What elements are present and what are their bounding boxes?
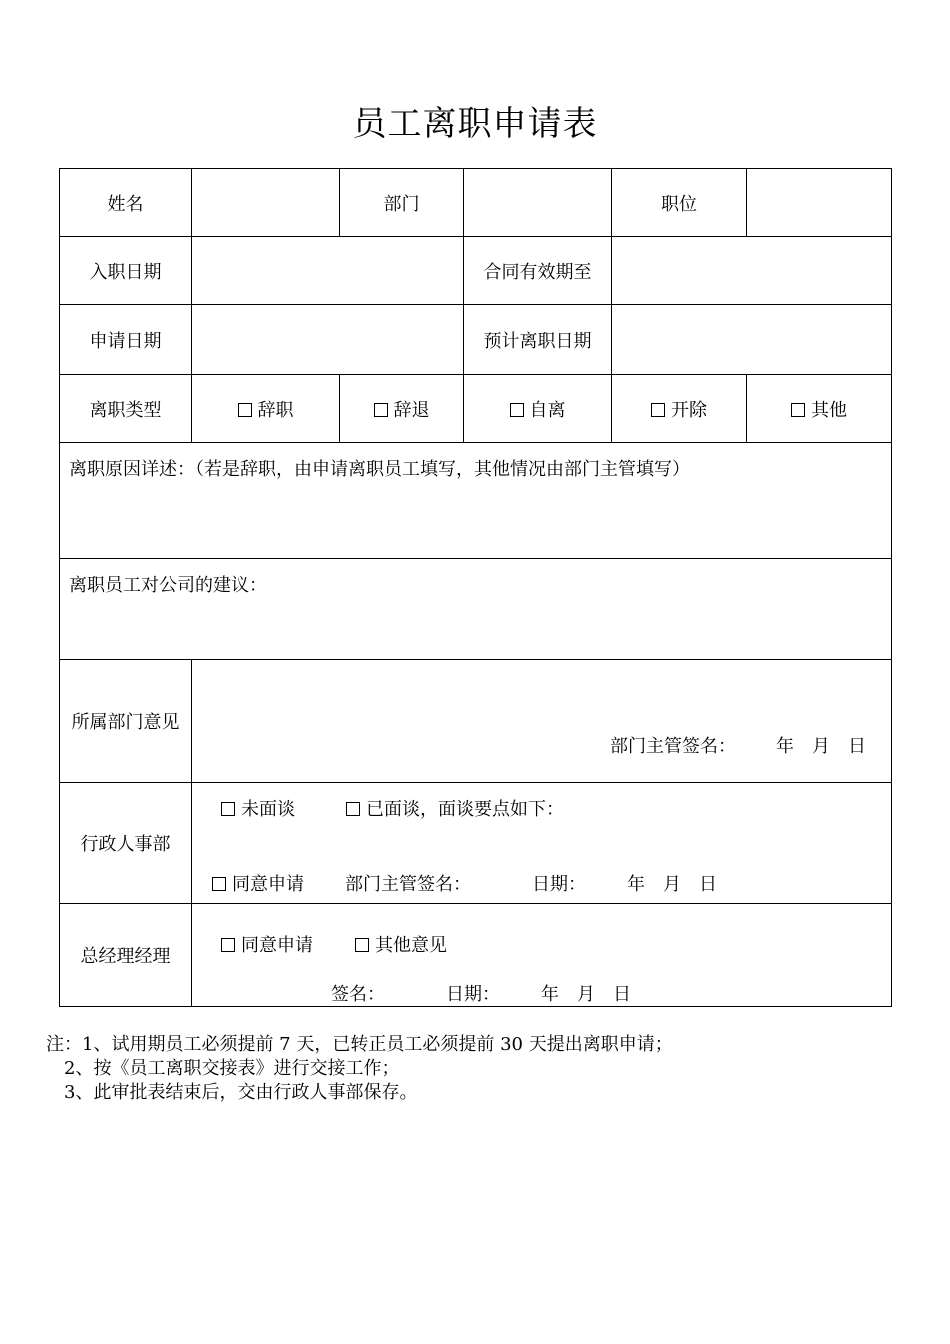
row-hire-date [60,237,892,305]
expected-leave-date-label: 预计离职日期 [464,305,612,375]
note-3: 3、此审批表结束后，交由行政人事部保存。 [64,1082,418,1103]
dept-opinion-field[interactable] [192,660,892,783]
notes [46,1033,673,1105]
checkbox-icon[interactable] [221,802,235,816]
apply-date-label: 申请日期 [60,305,192,375]
hr-not-interviewed-label: 未面谈 [241,799,295,820]
hr-agree-label: 同意申请 [232,874,304,895]
hr-not-interviewed-option[interactable] [221,795,295,821]
option-resign[interactable] [192,375,340,443]
row-reason [60,443,892,559]
checkbox-icon[interactable] [346,802,360,816]
name-label: 姓名 [60,169,192,237]
checkbox-icon[interactable] [221,938,235,952]
hr-interviewed-option[interactable] [346,795,564,821]
option-dismiss[interactable] [340,375,464,443]
option-expel[interactable] [612,375,747,443]
name-field[interactable] [192,169,340,237]
hr-date: 年 月 日 [627,874,717,895]
gm-date-label: 日期： [446,984,500,1005]
hr-sign-label: 部门主管签名： [345,874,471,895]
row-hr [60,783,892,904]
gm-other-option[interactable] [355,931,447,957]
checkbox-icon[interactable] [374,403,388,417]
gm-date: 年 月 日 [541,984,631,1005]
hr-field [192,783,892,904]
gm-other-label: 其他意见 [375,935,447,956]
row-dept-opinion [60,660,892,783]
checkbox-icon[interactable] [510,403,524,417]
row-general-manager [60,904,892,1007]
hire-date-field[interactable] [192,237,464,305]
dept-opinion-date: 年 月 日 [776,736,866,757]
note-2: 2、按《员工离职交接表》进行交接工作； [64,1058,400,1079]
dept-supervisor-sign-label: 部门主管签名： [610,736,736,757]
checkbox-icon[interactable] [651,403,665,417]
suggestion-label: 离职员工对公司的建议： [69,575,267,596]
hire-date-label: 入职日期 [60,237,192,305]
reason-label: 离职原因详述：（若是辞职，由申请离职员工填写，其他情况由部门主管填写） [69,459,690,480]
resignation-type-label: 离职类型 [60,375,192,443]
gm-agree-label: 同意申请 [241,935,313,956]
option-other[interactable] [747,375,892,443]
note-1: 注：1、试用期员工必须提前 7 天，已转正员工必须提前 30 天提出离职申请； [46,1034,673,1055]
hr-agree-option[interactable] [212,870,304,896]
option-other-label: 其他 [811,399,847,421]
option-self-leave[interactable] [464,375,612,443]
resignation-form-table [59,168,892,1007]
option-dismiss-label: 辞退 [393,399,430,421]
contract-expiry-field[interactable] [612,237,892,305]
expected-leave-date-field[interactable] [612,305,892,375]
apply-date-field[interactable] [192,305,464,375]
checkbox-icon[interactable] [212,877,226,891]
page-title: 员工离职申请表 [352,104,598,144]
gm-agree-option[interactable] [221,931,313,957]
option-expel-label: 开除 [671,399,707,421]
hr-label: 行政人事部 [60,783,192,904]
hr-interviewed-label: 已面谈，面谈要点如下： [366,799,564,820]
option-resign-label: 辞职 [257,399,294,421]
checkbox-icon[interactable] [791,403,805,417]
checkbox-icon[interactable] [355,938,369,952]
dept-opinion-label: 所属部门意见 [60,660,192,783]
gm-sign-label: 签名： [331,984,385,1005]
position-label: 职位 [612,169,747,237]
row-suggestion [60,559,892,660]
checkbox-icon[interactable] [238,403,252,417]
option-self-leave-label: 自离 [529,399,566,421]
suggestion-field[interactable] [60,559,892,660]
reason-field[interactable] [60,443,892,559]
row-resignation-type [60,375,892,443]
position-field[interactable] [747,169,892,237]
row-apply-date [60,305,892,375]
gm-label: 总经理经理 [60,904,192,1007]
hr-date-label: 日期： [532,874,586,895]
contract-expiry-label: 合同有效期至 [464,237,612,305]
department-label: 部门 [340,169,464,237]
row-basic-info [60,169,892,237]
department-field[interactable] [464,169,612,237]
gm-field [192,904,892,1007]
